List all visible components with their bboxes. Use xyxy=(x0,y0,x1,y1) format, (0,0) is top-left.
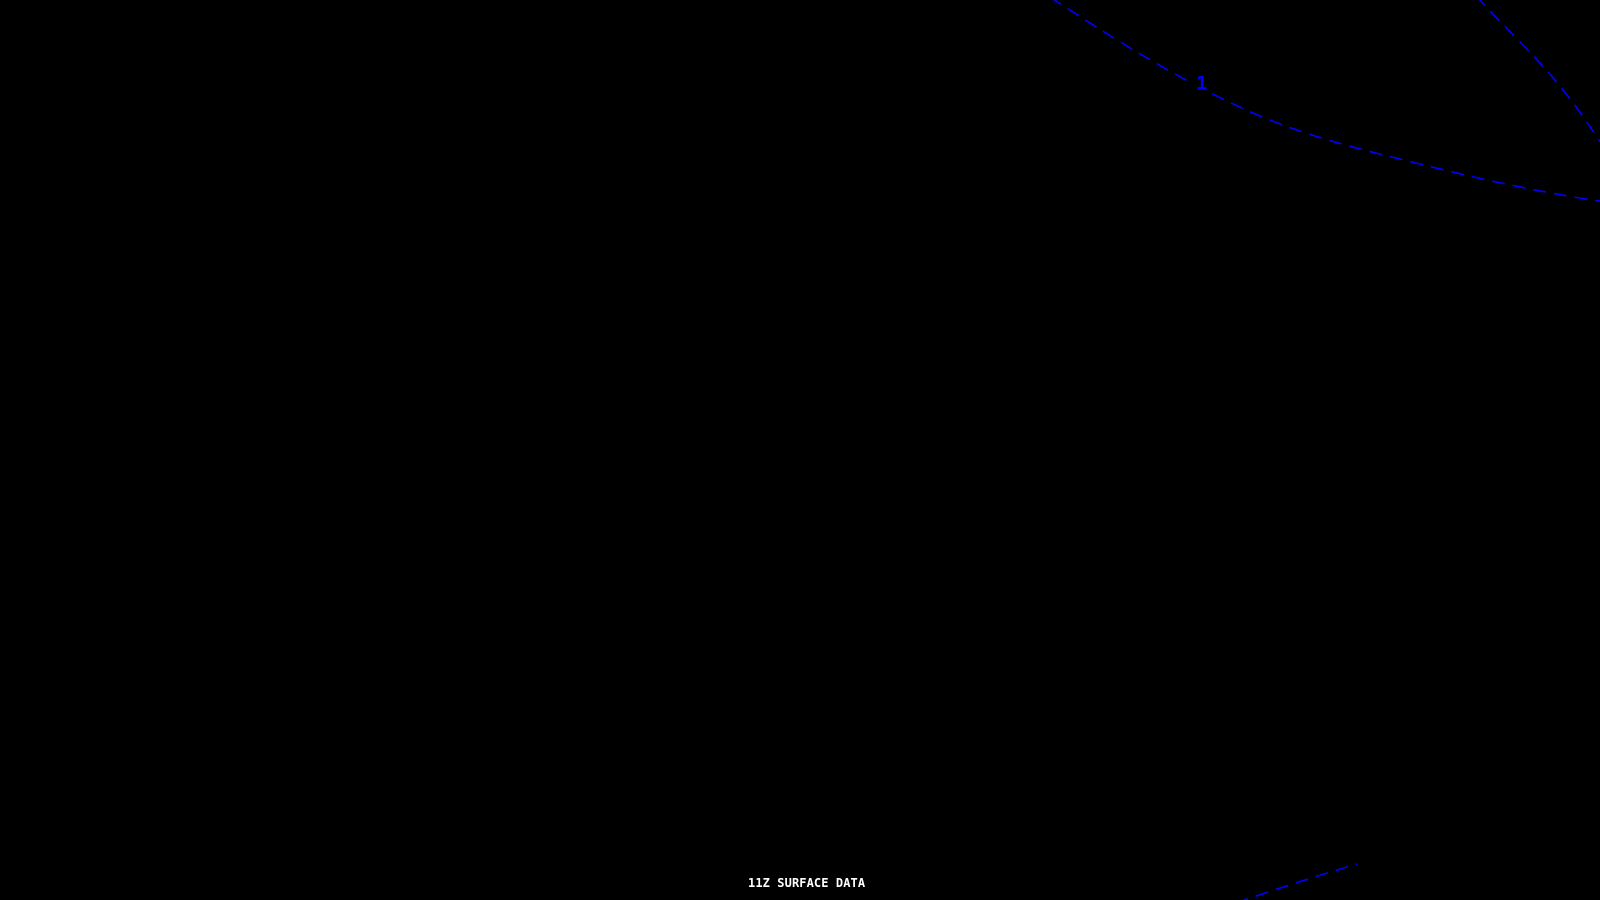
top-right-corner-dashed-contour xyxy=(1476,0,1600,146)
map-caption: 11Z SURFACE DATA xyxy=(748,876,866,890)
bottom-right-dashed-contour xyxy=(1236,864,1357,900)
dashed-isopleth-group xyxy=(1050,0,1600,900)
contour-label: 1 xyxy=(1196,72,1208,95)
northeast-dashed-contour xyxy=(1050,0,1600,202)
